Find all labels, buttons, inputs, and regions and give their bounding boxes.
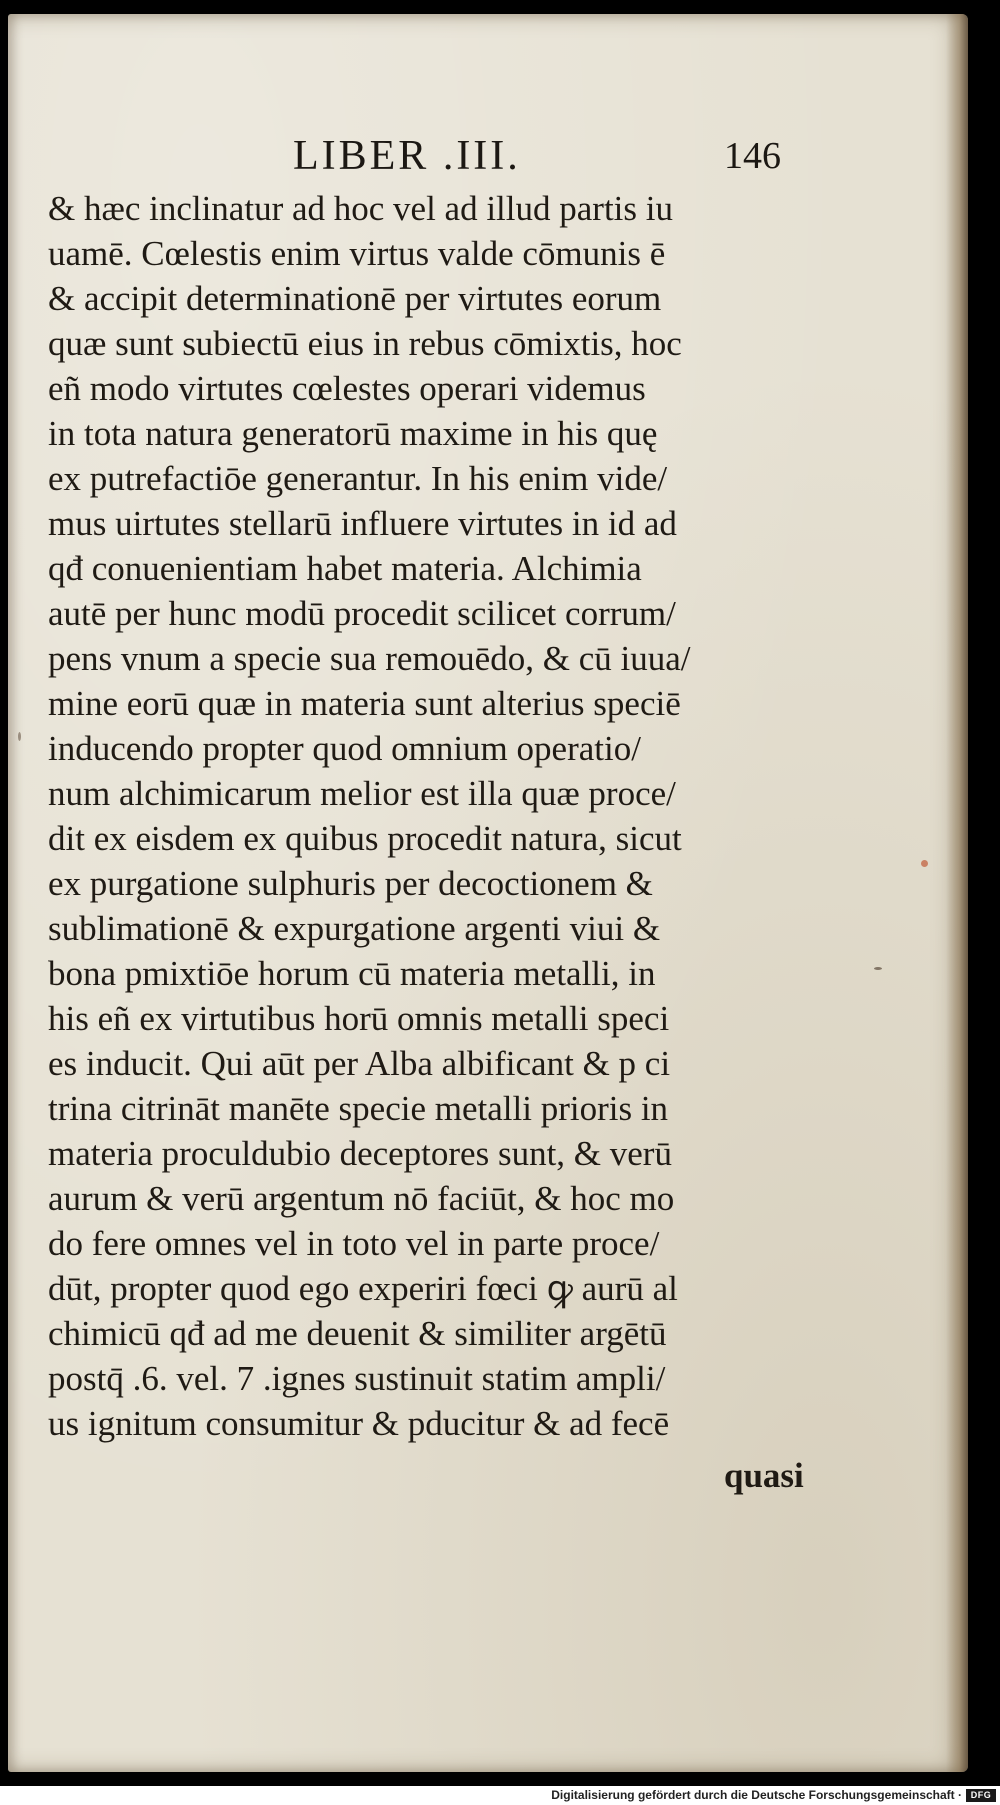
dfg-logo: DFG: [966, 1789, 996, 1802]
ink-stain: [921, 860, 928, 867]
text-line: inducendo propter quod omnium operatio/: [48, 729, 641, 768]
margin-mark: [18, 732, 21, 741]
text-line: & hæc inclinatur ad hoc vel ad illud partis iu: [48, 189, 673, 228]
text-line: es inducit. Qui aūt per Alba albificant & p ci: [48, 1044, 671, 1083]
text-line: in tota natura generatorū maxime in his quę: [48, 414, 658, 453]
text-line: & accipit determinationē per virtutes eorum: [48, 279, 662, 318]
text-line: dūt, propter quod ego experiri fœci ꝙ aurū al: [48, 1269, 678, 1308]
catchword: quasi: [724, 1456, 804, 1495]
text-line: ex putrefactiōe generantur. In his enim vide/: [48, 459, 668, 498]
text-line: aurum & verū argentum nō faciūt, & hoc mo: [48, 1179, 675, 1218]
text-line: sublimationē & expurgatione argenti viui &: [48, 909, 661, 948]
page-edge-shadow: [946, 14, 968, 1772]
text-line: mine eorū quæ in materia sunt alterius speciē: [48, 684, 681, 723]
text-line: quæ sunt subiectū eius in rebus cōmixtis, hoc: [48, 324, 682, 363]
folio-number: 146: [724, 135, 781, 177]
funding-credit: Digitalisierung gefördert durch die Deutsche Forschungsgemeinschaft ·: [551, 1788, 962, 1802]
text-line: eñ modo virtutes cœlestes operari videmus: [48, 369, 646, 408]
text-line: chimicū qđ ad me deuenit & similiter argētū: [48, 1314, 667, 1353]
text-line: us ignitum consumitur & pducitur & ad fecē: [48, 1404, 670, 1443]
text-line: autē per hunc modū procedit scilicet corrum/: [48, 594, 676, 633]
text-line: qđ conuenientiam habet materia. Alchimia: [48, 549, 642, 588]
text-line: pens vnum a specie sua remouēdo, & cū iuua/: [48, 639, 691, 678]
text-line: trina citrināt manēte specie metalli prioris in: [48, 1089, 669, 1128]
text-line: num alchimicarum melior est illa quæ proce/: [48, 774, 676, 813]
text-line: ex purgatione sulphuris per decoctionem &: [48, 864, 653, 903]
digitization-footer: [0, 1786, 1000, 1805]
book-page: [8, 14, 968, 1772]
ink-mark: [874, 967, 882, 970]
text-line: postq̄ .6. vel. 7 .ignes sustinuit statim ampli/: [48, 1359, 666, 1398]
text-line: bona pmixtiōe horum cū materia metalli, in: [48, 954, 656, 993]
text-line: mus uirtutes stellarū influere virtutes in id ad: [48, 504, 677, 543]
text-line: do fere omnes vel in toto vel in parte proce/: [48, 1224, 660, 1263]
running-title: LIBER .III.: [293, 133, 521, 179]
text-line: materia proculdubio deceptores sunt, & verū: [48, 1134, 672, 1173]
body-text: [48, 186, 828, 1446]
text-line: uamē. Cœlestis enim virtus valde cōmunis ē: [48, 234, 666, 273]
text-line: his eñ ex virtutibus horū omnis metalli speci: [48, 999, 670, 1038]
page-header: [8, 132, 968, 182]
text-line: dit ex eisdem ex quibus procedit natura, sicut: [48, 819, 682, 858]
